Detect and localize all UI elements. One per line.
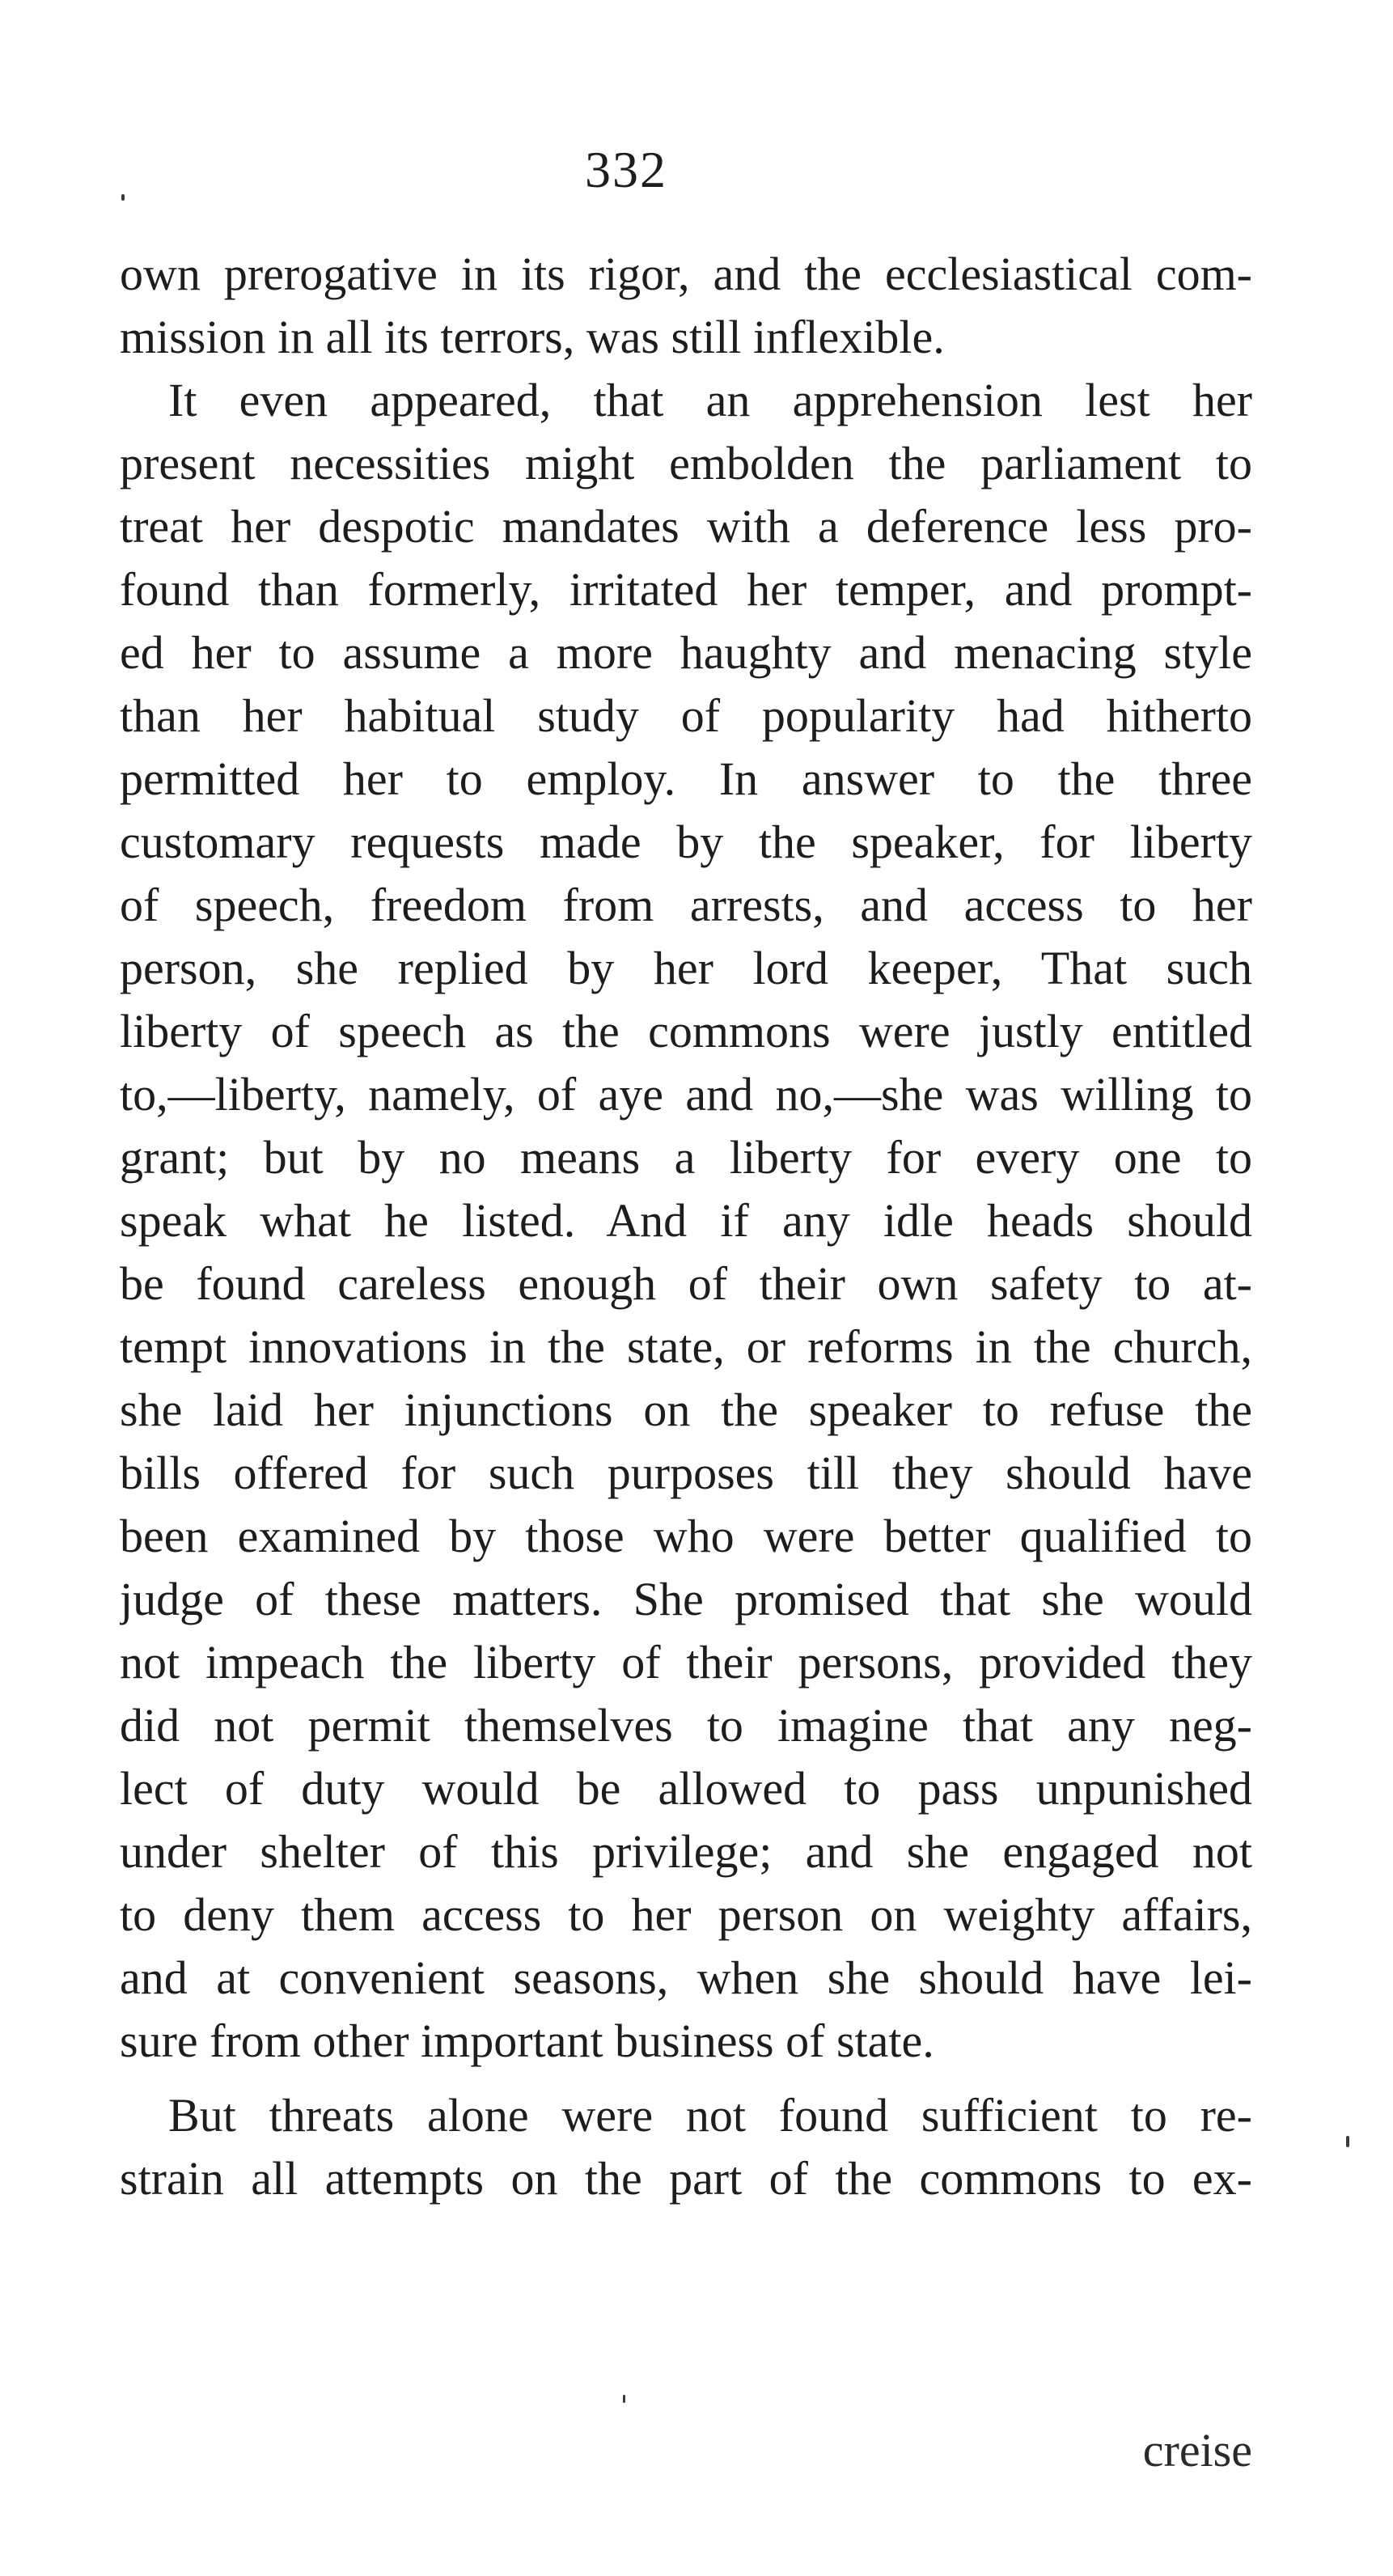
text-line: found than formerly, irritated her temper, and prompt- [120, 563, 1252, 616]
text-line: mission in all its terrors, was still inflexible. [120, 311, 945, 363]
text-line: did not permit themselves to imagine that any neg- [120, 1699, 1252, 1752]
text-line: tempt innovations in the state, or reforms in the church, [120, 1320, 1252, 1373]
text-line: liberty of speech as the commons were justly entitled [120, 1005, 1252, 1057]
text-line: she laid her injunctions on the speaker to refuse the [120, 1383, 1252, 1436]
text-line: grant; but by no means a liberty for every one to [120, 1131, 1252, 1184]
text-line: lect of duty would be allowed to pass unpunished [120, 1762, 1252, 1815]
text-line: speak what he listed. And if any idle heads should [120, 1194, 1252, 1247]
text-line: judge of these matters. She promised that she would [120, 1573, 1252, 1625]
catchword: creise [1142, 2424, 1252, 2476]
text-line: strain all attempts on the part of the commons to ex- [120, 2152, 1252, 2205]
text-line: person, she replied by her lord keeper, That such [120, 942, 1252, 994]
page-number: 332 [585, 141, 667, 198]
text-line: customary requests made by the speaker, for liberty [120, 816, 1252, 868]
text-line: been examined by those who were better qualified to [120, 1510, 1252, 1562]
paragraph-gap [120, 2073, 1252, 2084]
text-line: present necessities might embolden the parliament to [120, 437, 1252, 489]
text-line: treat her despotic mandates with a deference less pro- [120, 500, 1252, 553]
text-line: It even appeared, that an apprehension lest her [168, 374, 1252, 426]
text-line: and at convenient seasons, when she should have lei- [120, 1951, 1252, 2004]
print-speck [623, 2395, 625, 2403]
print-speck [1346, 2136, 1349, 2147]
print-speck [121, 194, 125, 201]
text-line: sure from other important business of state. [120, 2015, 934, 2067]
text-line: to deny them access to her person on weighty affairs, [120, 1888, 1252, 1941]
body-text [120, 243, 1252, 2210]
text-line: But threats alone were not found sufficient to re- [168, 2089, 1252, 2142]
text-line: permitted her to employ. In answer to the three [120, 752, 1252, 805]
text-line: be found careless enough of their own safety to at- [120, 1257, 1252, 1310]
text-line: ed her to assume a more haughty and menacing style [120, 626, 1252, 679]
text-line: not impeach the liberty of their persons, provided they [120, 1636, 1252, 1688]
text-line: under shelter of this privilege; and she engaged not [120, 1825, 1252, 1878]
text-line: to,—liberty, namely, of aye and no,—she was willing to [120, 1068, 1252, 1121]
text-line: own prerogative in its rigor, and the ecclesiastical com- [120, 248, 1252, 300]
text-line: than her habitual study of popularity had hitherto [120, 689, 1252, 742]
text-line: bills offered for such purposes till they should have [120, 1447, 1252, 1499]
text-line: of speech, freedom from arrests, and access to her [120, 879, 1252, 931]
